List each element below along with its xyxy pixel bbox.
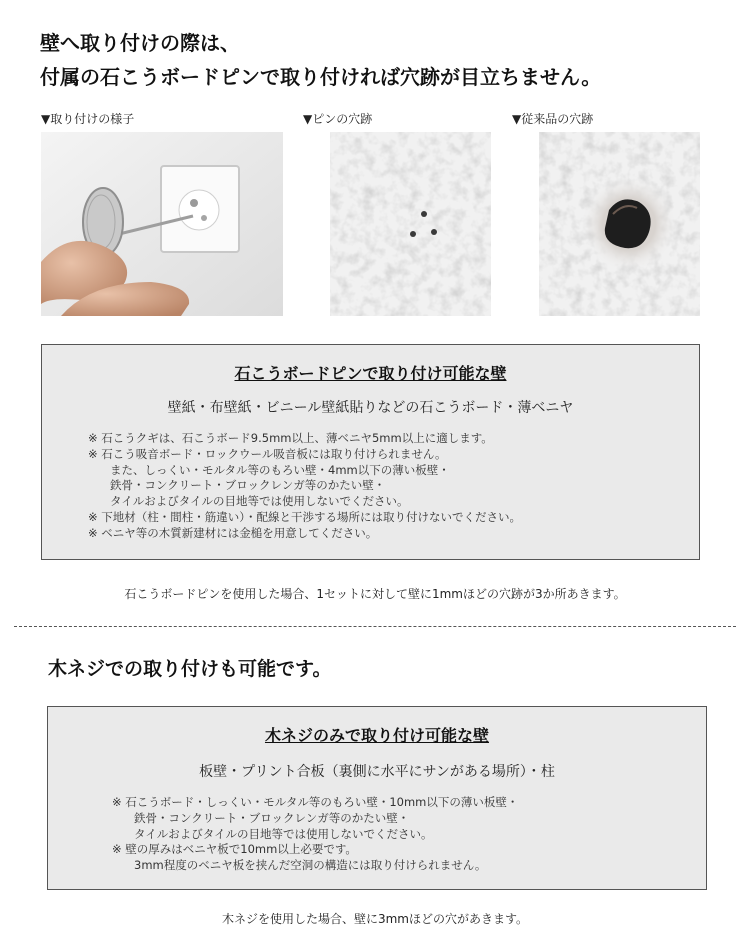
pin-box-subtitle: 壁紙・布壁紙・ビニール壁紙貼りなどの石こうボード・薄ベニヤ: [167, 400, 574, 416]
note-item: [88, 447, 688, 510]
note-line: 鉄骨・コンクリート・ブロックレンガ等のかたい壁・: [110, 478, 386, 493]
photo-label-conventional-hole: ▼従来品の穴跡: [512, 112, 594, 126]
screw-compatible-walls-box: [47, 706, 707, 890]
pin-box-title: 石こうボードピンで取り付け可能な壁: [234, 364, 507, 383]
note-line: ※ ベニヤ等の木質新建材には金槌を用意してください。: [88, 525, 378, 540]
note-line: 鉄骨・コンクリート・ブロックレンガ等のかたい壁・: [134, 810, 410, 825]
headline-line-1: 壁へ取り付けの際は、: [40, 31, 240, 55]
pin-hole-photo: [303, 132, 491, 316]
note-item: [88, 526, 688, 542]
screw-box-title: 木ネジのみで取り付け可能な壁: [264, 726, 489, 745]
installation-photo: [41, 132, 283, 316]
page-headline: [40, 26, 601, 94]
screw-headline: 木ネジでの取り付けも可能です。: [48, 658, 332, 680]
note-line: 3mm程度のベニヤ板を挟んだ空洞の構造には取り付けられません。: [134, 858, 487, 873]
note-line: タイルおよびタイルの目地等では使用しないでください。: [134, 826, 433, 841]
section-divider: [14, 626, 736, 627]
screw-box-notes: [112, 795, 692, 874]
conventional-hole-photo: [512, 132, 700, 316]
photo-label-pin-hole: ▼ピンの穴跡: [303, 112, 373, 126]
note-item: [88, 510, 688, 526]
note-line: ※ 石こうボード・しっくい・モルタル等のもろい壁・10mm以下の薄い板壁・: [112, 795, 519, 809]
screw-hole-caption: 木ネジを使用した場合、壁に3mmほどの穴があきます。: [221, 912, 529, 926]
note-line: ※ 石こうクギは、石こうボード9.5mm以上、薄ベニヤ5mm以上に適します。: [88, 431, 493, 445]
note-line: また、しっくい・モルタル等のもろい壁・4mm以下の薄い板壁・: [110, 462, 450, 477]
note-line: ※ 壁の厚みはベニヤ板で10mm以上必要です。: [112, 842, 357, 857]
pin-hole-caption: 石こうボードピンを使用した場合、1セットに対して壁に1mmほどの穴跡が3か所あきます。: [124, 587, 626, 601]
photo-label-installation: ▼取り付けの様子: [41, 112, 135, 126]
note-line: ※ 石こう吸音ボード・ロックウール吸音板には取り付けられません。: [88, 446, 447, 461]
screw-box-subtitle: 板壁・プリント合板（裏側に水平にサンがある場所）・柱: [199, 764, 555, 780]
note-item: [88, 431, 688, 447]
note-item: [112, 842, 692, 874]
note-line: ※ 下地材（柱・間柱・筋違い）・配線と干渉する場所には取り付けないでください。: [88, 509, 522, 524]
headline-line-2: 付属の石こうボードピンで取り付ければ穴跡が目立ちません。: [40, 65, 602, 89]
pin-compatible-walls-box: [41, 344, 700, 560]
note-item: [112, 795, 692, 842]
note-line: タイルおよびタイルの目地等では使用しないでください。: [110, 494, 409, 509]
pin-box-notes: [88, 431, 688, 542]
